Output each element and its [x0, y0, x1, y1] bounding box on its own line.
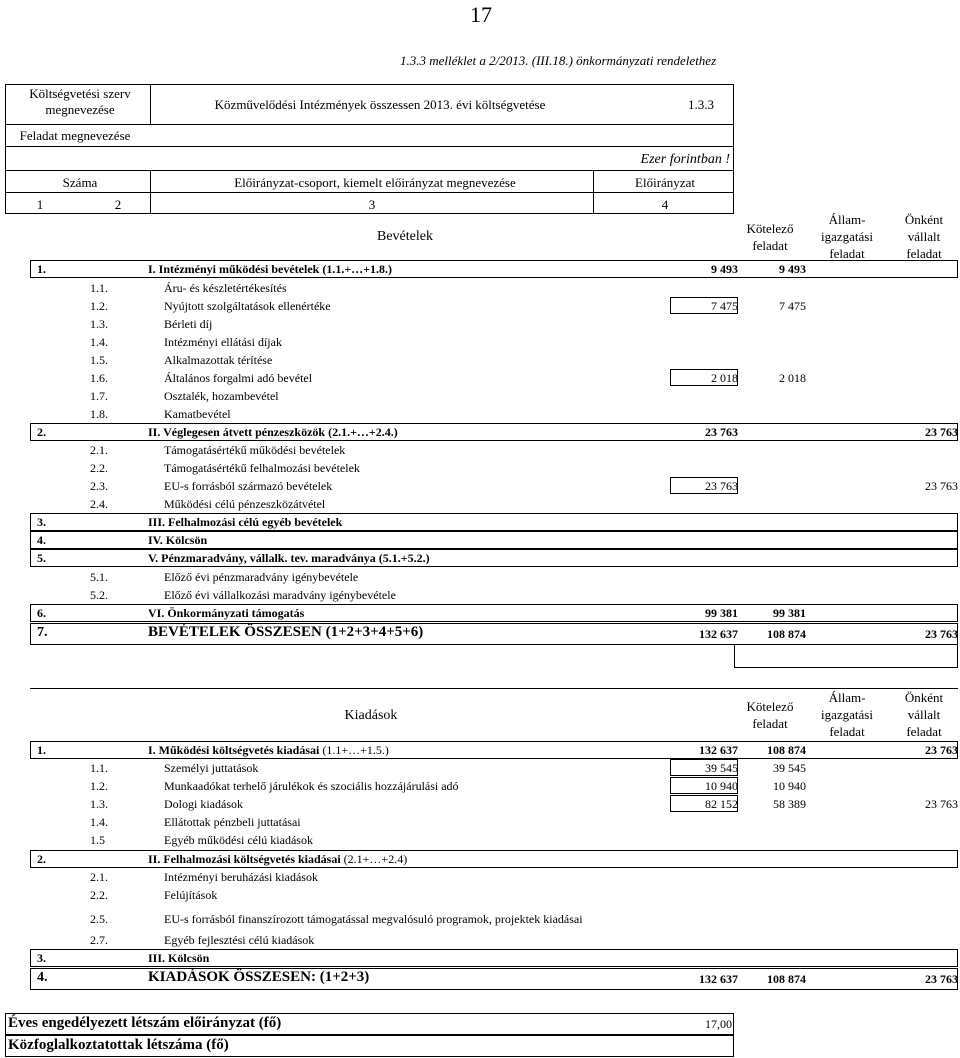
col-allam: Állam-igazgatási feladat: [821, 212, 873, 261]
value-v1: 99 381: [705, 606, 738, 620]
row-label-text: Felújítások: [164, 888, 218, 902]
table-row: [30, 549, 958, 567]
table-row: [30, 531, 958, 549]
letszam-value: 17,00: [705, 1017, 732, 1031]
col-onkent-2: Önként vállalt feladat: [904, 690, 944, 739]
row-label: [164, 353, 272, 368]
idx-1: 1: [36, 197, 44, 212]
empty-cell: [734, 644, 958, 668]
row-number: 1.8.: [90, 407, 108, 421]
row-number: 7.: [37, 625, 48, 640]
row-number: 4.: [37, 970, 48, 985]
row-label: [148, 951, 209, 966]
value-v4: 23 763: [925, 627, 958, 641]
row-label-text: III. Felhalmozási célú egyéb bevételek: [148, 515, 343, 529]
table-row: [30, 260, 958, 278]
row-label-text: V. Pénzmaradvány, vállalk. tev. maradványa (5.1.+5.2.): [148, 551, 430, 565]
row-label-text: BEVÉTELEK ÖSSZESEN (1+2+3+4+5+6): [148, 624, 424, 640]
letszam-label: Éves engedélyezett létszám előirányzat (fő): [8, 1015, 282, 1031]
value-v1: 2 018: [711, 371, 738, 385]
col-eloir: Előirányzat: [635, 175, 695, 190]
row-label-text: Ellátottak pénzbeli juttatásai: [164, 815, 301, 829]
value-v2: 2 018: [779, 371, 806, 385]
row-label: [164, 797, 243, 812]
row-number: 1.3.: [90, 317, 108, 331]
row-label: [164, 870, 318, 885]
col-group: Előirányzat-csoport, kiemelt előirányzat megnevezése: [234, 175, 516, 190]
unit-label: Ezer forintban !: [640, 152, 730, 167]
table-row: [30, 604, 958, 622]
row-number: 2.1.: [90, 870, 108, 884]
value-v1: 9 493: [711, 262, 738, 276]
value-v2: 9 493: [779, 262, 806, 276]
table-row: [30, 795, 958, 813]
row-label-text: EU-s forrásból származó bevételek: [164, 479, 333, 493]
table-row: [30, 904, 958, 932]
row-label: [148, 515, 342, 530]
row-label-suffix: (2.1+…+2.4): [340, 852, 408, 866]
row-label: [148, 969, 369, 986]
row-label-text: Támogatásértékű működési bevételek: [164, 443, 346, 457]
value-v2: 7 475: [779, 299, 806, 313]
row-label-text: EU-s forrásból finanszírozott támogatással megvalósuló programok, projektek kiadásai: [164, 912, 583, 926]
org-value: Közművelődési Intézmények összessen 2013. évi költségvetése: [214, 97, 546, 112]
row-number: 2.2.: [90, 461, 108, 475]
value-v4: 23 763: [925, 797, 958, 811]
row-number: 1.4.: [90, 335, 108, 349]
row-label: [148, 425, 398, 440]
row-label: [148, 743, 389, 758]
row-number: 5.2.: [90, 588, 108, 602]
value-v2: 108 874: [767, 972, 806, 986]
table-row: [30, 931, 958, 949]
value-v1: 23 763: [705, 479, 738, 493]
row-label: [164, 912, 583, 927]
row-number: 1.5.: [90, 353, 108, 367]
row-label: [148, 551, 430, 566]
row-label: [164, 497, 325, 512]
table-row: [30, 279, 958, 297]
page-number: 17: [470, 2, 492, 27]
col-kotelezo: Kötelező feladat: [746, 221, 794, 253]
row-number: 2.5.: [90, 912, 108, 926]
row-label-text: Alkalmazottak térítése: [164, 353, 273, 367]
row-number: 1.: [37, 743, 46, 757]
row-label: [164, 371, 312, 386]
row-label-text: I. Működési költségvetés kiadásai: [148, 743, 320, 757]
table-row: [30, 477, 958, 495]
row-label: [164, 933, 314, 948]
row-number: 1.1.: [90, 761, 108, 775]
value-v4: 23 763: [925, 479, 958, 493]
row-label-suffix: (1.1+…+1.5.): [319, 743, 389, 757]
org-label: Költségvetési szerv megnevezése: [29, 86, 131, 117]
row-number: 1.3.: [90, 797, 108, 811]
col-allam-2: Állam-igazgatási feladat: [821, 690, 873, 739]
row-number: 1.4.: [90, 815, 108, 829]
value-v1: 39 545: [705, 761, 738, 775]
row-number: 2.: [37, 852, 46, 866]
row-number: 1.5: [90, 833, 105, 847]
table-row: [30, 351, 958, 369]
table-row: [30, 459, 958, 477]
table-row: [30, 813, 958, 831]
row-label-text: II. Véglegesen átvett pénzeszközök (2.1.+…+2.4.): [148, 425, 398, 439]
row-label-text: VI. Önkormányzati támogatás: [148, 606, 305, 620]
value-v1: 23 763: [705, 425, 738, 439]
row-label-text: Általános forgalmi adó bevétel: [164, 371, 313, 385]
row-label-text: Személyi juttatások: [164, 761, 259, 775]
table-row: [30, 315, 958, 333]
row-label-text: Egyéb működési célú kiadások: [164, 833, 313, 847]
row-label-text: Nyújtott szolgáltatások ellenértéke: [164, 299, 331, 313]
value-v2: 58 389: [773, 797, 806, 811]
row-number: 3.: [37, 951, 46, 965]
table-row: [30, 868, 958, 886]
table-row: [30, 297, 958, 315]
row-label-text: Intézményi beruházási kiadások: [164, 870, 318, 884]
table-row: [30, 968, 958, 990]
value-v2: 108 874: [767, 743, 806, 757]
row-number: 2.1.: [90, 443, 108, 457]
row-number: 1.: [37, 262, 46, 276]
row-number: 1.1.: [90, 281, 108, 295]
row-number: 6.: [37, 606, 46, 620]
table-row: [30, 387, 958, 405]
value-v2: 10 940: [773, 779, 806, 793]
table-row: [30, 741, 958, 759]
row-label: [164, 299, 331, 314]
row-label-text: I. Intézményi működési bevételek (1.1.+…+1.8.): [148, 262, 392, 276]
org-code: 1.3.3: [688, 97, 714, 112]
table-row: [30, 405, 958, 423]
col-onkent: Önként vállalt feladat: [904, 212, 944, 261]
table-row: [30, 831, 958, 849]
bevetelek-title: Bevételek: [377, 229, 433, 244]
row-number: 1.2.: [90, 779, 108, 793]
row-label-text: Osztalék, hozambevétel: [164, 389, 279, 403]
value-v1: 10 940: [705, 779, 738, 793]
value-v1: 132 637: [699, 743, 738, 757]
kozfoglalkoztatott-label: Közfoglalkoztatottak létszáma (fő): [8, 1037, 229, 1053]
value-v4: 23 763: [925, 972, 958, 986]
row-label: [164, 815, 301, 830]
row-label: [164, 761, 258, 776]
table-row: [30, 423, 958, 441]
table-row: [30, 369, 958, 387]
row-label: [148, 262, 392, 277]
value-v1: 132 637: [699, 627, 738, 641]
value-v1: 7 475: [711, 299, 738, 313]
row-label-text: KIADÁSOK ÖSSZESEN: (1+2+3): [148, 969, 370, 985]
row-label-text: Intézményi ellátási díjak: [164, 335, 282, 349]
row-label-text: Bérleti díj: [164, 317, 213, 331]
row-number: 2.2.: [90, 888, 108, 902]
row-number: 1.7.: [90, 389, 108, 403]
row-label: [164, 281, 287, 296]
row-number: 3.: [37, 515, 46, 529]
row-label-text: III. Kölcsön: [148, 951, 210, 965]
row-label: [148, 624, 423, 641]
row-label-text: Előző évi pénzmaradvány igénybevétele: [164, 570, 359, 584]
row-label: [164, 317, 212, 332]
col-kotelezo-2: Kötelező feladat: [746, 699, 794, 731]
table-row: [30, 441, 958, 459]
col-szama: Száma: [62, 175, 98, 190]
table-row: [30, 513, 958, 531]
row-label: [164, 779, 459, 794]
row-label: [148, 533, 207, 548]
table-row: [30, 568, 958, 586]
idx-4: 4: [661, 197, 669, 212]
row-label-text: Munkaadókat terhelő járulékok és szociális hozzájárulási adó: [164, 779, 459, 793]
table-row: [30, 586, 958, 604]
value-v1: 132 637: [699, 972, 738, 986]
row-label: [148, 852, 407, 867]
task-label: Feladat megnevezése: [19, 128, 131, 143]
value-v2: 99 381: [773, 606, 806, 620]
value-v2: 39 545: [773, 761, 806, 775]
idx-3: 3: [368, 197, 376, 212]
row-label: [164, 407, 231, 422]
row-label-text: Dologi kiadások: [164, 797, 243, 811]
row-label: [164, 461, 360, 476]
row-label: [164, 570, 358, 585]
row-label-text: Egyéb fejlesztési célú kiadások: [164, 933, 315, 947]
row-label: [164, 588, 396, 603]
row-number: 5.: [37, 551, 46, 565]
row-label: [164, 443, 345, 458]
row-label-text: Támogatásértékű felhalmozási bevételek: [164, 461, 360, 475]
row-label-text: II. Felhalmozási költségvetés kiadásai: [148, 852, 341, 866]
row-number: 1.6.: [90, 371, 108, 385]
row-number: 5.1.: [90, 570, 108, 584]
table-row: [30, 759, 958, 777]
row-number: 2.3.: [90, 479, 108, 493]
annex-reference: 1.3.3 melléklet a 2/2013. (III.18.) önkormányzati rendelethez: [400, 53, 717, 68]
row-label: [164, 335, 282, 350]
idx-2: 2: [114, 197, 122, 212]
row-label: [164, 389, 279, 404]
table-row: [30, 333, 958, 351]
kiadasok-title: Kiadások: [344, 708, 398, 723]
value-v1: 82 152: [705, 797, 738, 811]
row-label-text: Előző évi vállalkozási maradvány igénybevétele: [164, 588, 396, 602]
row-number: 2.4.: [90, 497, 108, 511]
row-label: [148, 606, 304, 621]
row-label-text: IV. Kölcsön: [148, 533, 208, 547]
table-row: [30, 850, 958, 868]
table-row: [30, 623, 958, 645]
value-v4: 23 763: [925, 425, 958, 439]
table-row: [30, 886, 958, 904]
row-label: [164, 479, 332, 494]
row-label-text: Áru- és készletértékesítés: [164, 281, 287, 295]
table-row: [30, 949, 958, 967]
row-number: 4.: [37, 533, 46, 547]
value-v2: 108 874: [767, 627, 806, 641]
row-label: [164, 888, 217, 903]
table-row: [30, 495, 958, 513]
row-label: [164, 833, 313, 848]
row-number: 2.7.: [90, 933, 108, 947]
value-v4: 23 763: [925, 743, 958, 757]
table-row: [30, 777, 958, 795]
row-label-text: Kamatbevétel: [164, 407, 231, 421]
row-number: 1.2.: [90, 299, 108, 313]
row-label-text: Működési célú pénzeszközátvétel: [164, 497, 326, 511]
row-number: 2.: [37, 425, 46, 439]
